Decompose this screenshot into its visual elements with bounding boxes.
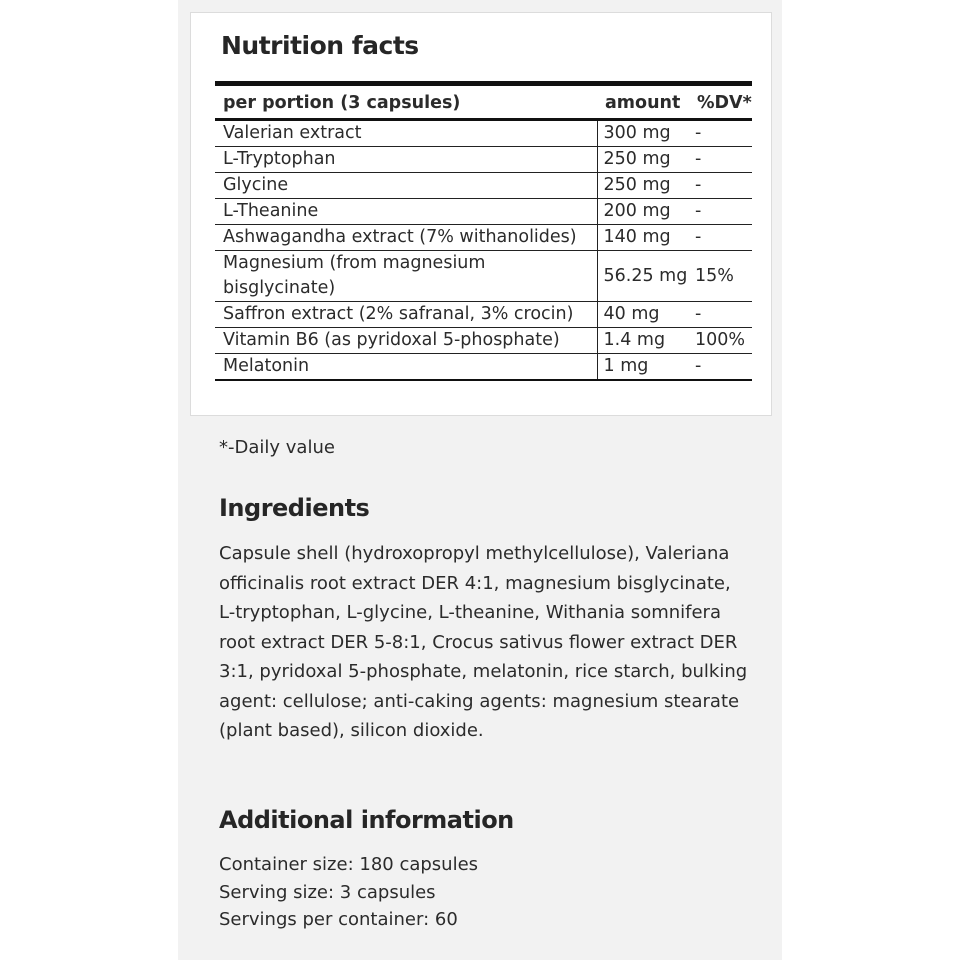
nutrition-table-header [215,84,752,120]
table-row [215,120,752,147]
ingredients-text: Capsule shell (hydroxopropyl methylcellulose), Valeriana officinalis root extract DER 4:1, magnesium bisglycinate, L-tryptophan, L-glycine, L-theanine, Withania somnifera root extract DER 5-8:1, Crocus sativus flower extract DER 3:1, pyridoxal 5-phosphate, melatonin, rice starch, bulking agent: cellulose; anti-caking agents: magnesium stearate (plant based), silicon dioxide. [219,543,748,741]
additional-info-heading: Additional information [219,806,514,834]
nutrition-table [215,81,752,381]
servings-per-container: Servings per container: 60 [219,909,458,930]
nutrient-amount: 200 mg [597,199,689,225]
nutrient-amount: 250 mg [597,147,689,173]
nutrition-facts-title: Nutrition facts [221,31,419,60]
nutrient-name: L-Tryptophan [215,147,597,173]
nutrient-amount: 140 mg [597,225,689,251]
nutrient-amount: 1 mg [597,354,689,381]
table-row [215,251,752,302]
nutrient-amount: 56.25 mg [597,251,689,302]
nutrient-amount: 300 mg [597,120,689,147]
dv-header: %DV* [697,93,752,113]
nutrient-dv: - [689,199,752,225]
nutrient-name: Vitamin B6 (as pyridoxal 5-phosphate) [215,328,597,354]
nutrient-dv: - [689,147,752,173]
table-row [215,302,752,328]
nutrient-name: Saffron extract (2% safranal, 3% crocin) [215,302,597,328]
nutrient-name: Magnesium (from magnesium bisglycinate) [215,251,597,302]
nutrient-dv: - [689,302,752,328]
nutrient-dv: 100% [689,328,752,354]
nutrient-dv: - [689,225,752,251]
nutrient-dv: 15% [689,251,752,302]
portion-header: per portion (3 capsules) [223,93,461,113]
nutrient-amount: 250 mg [597,173,689,199]
daily-value-footnote: *-Daily value [219,437,335,458]
container-size: Container size: 180 capsules [219,854,479,875]
product-info-panel [178,0,782,960]
nutrient-amount: 1.4 mg [597,328,689,354]
table-row [215,173,752,199]
nutrition-facts-card [190,12,772,416]
nutrient-name: Valerian extract [215,120,597,147]
table-row [215,328,752,354]
table-row [215,225,752,251]
nutrient-name: L-Theanine [215,199,597,225]
nutrient-name: Ashwagandha extract (7% withanolides) [215,225,597,251]
nutrient-name: Melatonin [215,354,597,381]
nutrient-name: Glycine [215,173,597,199]
additional-info-list [219,851,478,934]
nutrient-amount: 40 mg [597,302,689,328]
table-row [215,199,752,225]
nutrient-dv: - [689,120,752,147]
table-row [215,147,752,173]
nutrient-dv: - [689,173,752,199]
ingredients-heading: Ingredients [219,494,370,522]
amount-header: amount [605,93,681,113]
serving-size: Serving size: 3 capsules [219,881,436,903]
table-row [215,354,752,381]
nutrient-dv: - [689,354,752,381]
